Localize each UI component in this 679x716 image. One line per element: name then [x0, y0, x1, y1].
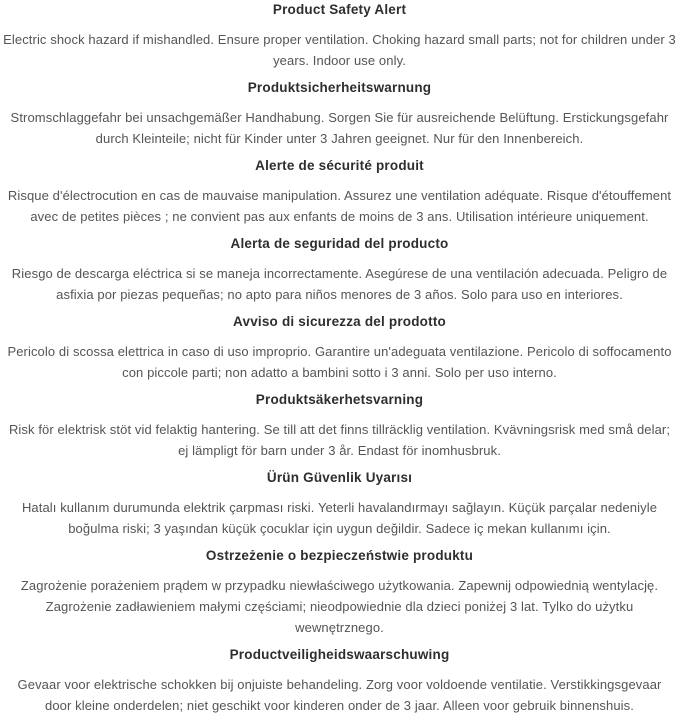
safety-alert-section-en	[3, 2, 676, 71]
safety-alert-section-es	[3, 236, 676, 305]
safety-alert-section-it	[3, 314, 676, 383]
safety-alert-body: Pericolo di scossa elettrica in caso di uso improprio. Garantire un'adeguata ventilazione. Pericolo di soffocamento con piccole parti; non adatto a bambini sotto i 3 anni. Solo per uso interno.	[7, 344, 672, 380]
safety-alert-heading: Ostrzeżenie o bezpieczeństwie produktu	[205, 548, 474, 563]
safety-alert-body: Risk för elektrisk stöt vid felaktig hantering. Se till att det finns tillräcklig ventilation. Kvävningsrisk med små delar; ej lämpligt för barn under 3 år. Endast för inomhusbruk.	[8, 422, 671, 458]
safety-alert-heading: Alerta de seguridad del producto	[230, 236, 449, 251]
safety-alert-body: Risque d'électrocution en cas de mauvaise manipulation. Assurez une ventilation adéquate. Risque d'étouffement avec de petites pièces ; ne convient pas aux enfants de moins de 3 ans. Utilisation intérieure uniquement.	[7, 188, 672, 224]
safety-alert-heading: Alerte de sécurité produit	[255, 158, 424, 173]
safety-alert-heading: Avviso di sicurezza del prodotto	[233, 314, 446, 329]
safety-alert-section-pl	[3, 548, 676, 638]
safety-alert-heading: Produktsäkerhetsvarning	[255, 392, 424, 407]
safety-alert-section-nl	[3, 647, 676, 716]
safety-alert-section-de	[3, 80, 676, 149]
safety-alert-heading: Productveiligheidswaarschuwing	[229, 647, 450, 662]
safety-alert-body: Riesgo de descarga eléctrica si se maneja incorrectamente. Asegúrese de una ventilación adecuada. Peligro de asfixia por piezas pequeñas; no apto para niños menores de 3 años. Solo para uso en interiores.	[11, 266, 668, 302]
safety-alert-body: Hatalı kullanım durumunda elektrik çarpması riski. Yeterli havalandırmayı sağlayın. Küçük parçalar nedeniyle boğulma riski; 3 yaşından küçük çocuklar için uygun değildir. Sadece iç mekan kullanımı için.	[21, 500, 658, 536]
safety-alert-body: Gevaar voor elektrische schokken bij onjuiste behandeling. Zorg voor voldoende ventilatie. Verstikkingsgevaar door kleine onderdelen; niet geschikt voor kinderen onder de 3 jaar. Alleen voor gebruik binnenshuis.	[17, 677, 662, 713]
safety-alert-heading: Ürün Güvenlik Uyarısı	[266, 470, 413, 485]
safety-alert-section-tr	[3, 470, 676, 539]
safety-alert-body: Zagrożenie porażeniem prądem w przypadku niewłaściwego użytkowania. Zapewnij odpowiednią wentylację. Zagrożenie zadławieniem małymi częściami; nieodpowiednie dla dzieci poniżej 3 lat. Tylko do użytku wewnętrznego.	[20, 578, 659, 635]
safety-alert-section-sv	[3, 392, 676, 461]
safety-alert-heading: Produktsicherheitswarnung	[247, 80, 432, 95]
safety-alert-body: Electric shock hazard if mishandled. Ensure proper ventilation. Choking hazard small parts; not for children under 3 years. Indoor use only.	[3, 32, 676, 68]
safety-alert-section-fr	[3, 158, 676, 227]
safety-alert-heading: Product Safety Alert	[272, 2, 407, 17]
safety-sections-list	[3, 2, 676, 716]
safety-alert-body: Stromschlaggefahr bei unsachgemäßer Handhabung. Sorgen Sie für ausreichende Belüftung. Erstickungsgefahr durch Kleinteile; nicht für Kinder unter 3 Jahren geeignet. Nur für den Innenbereich.	[10, 110, 669, 146]
